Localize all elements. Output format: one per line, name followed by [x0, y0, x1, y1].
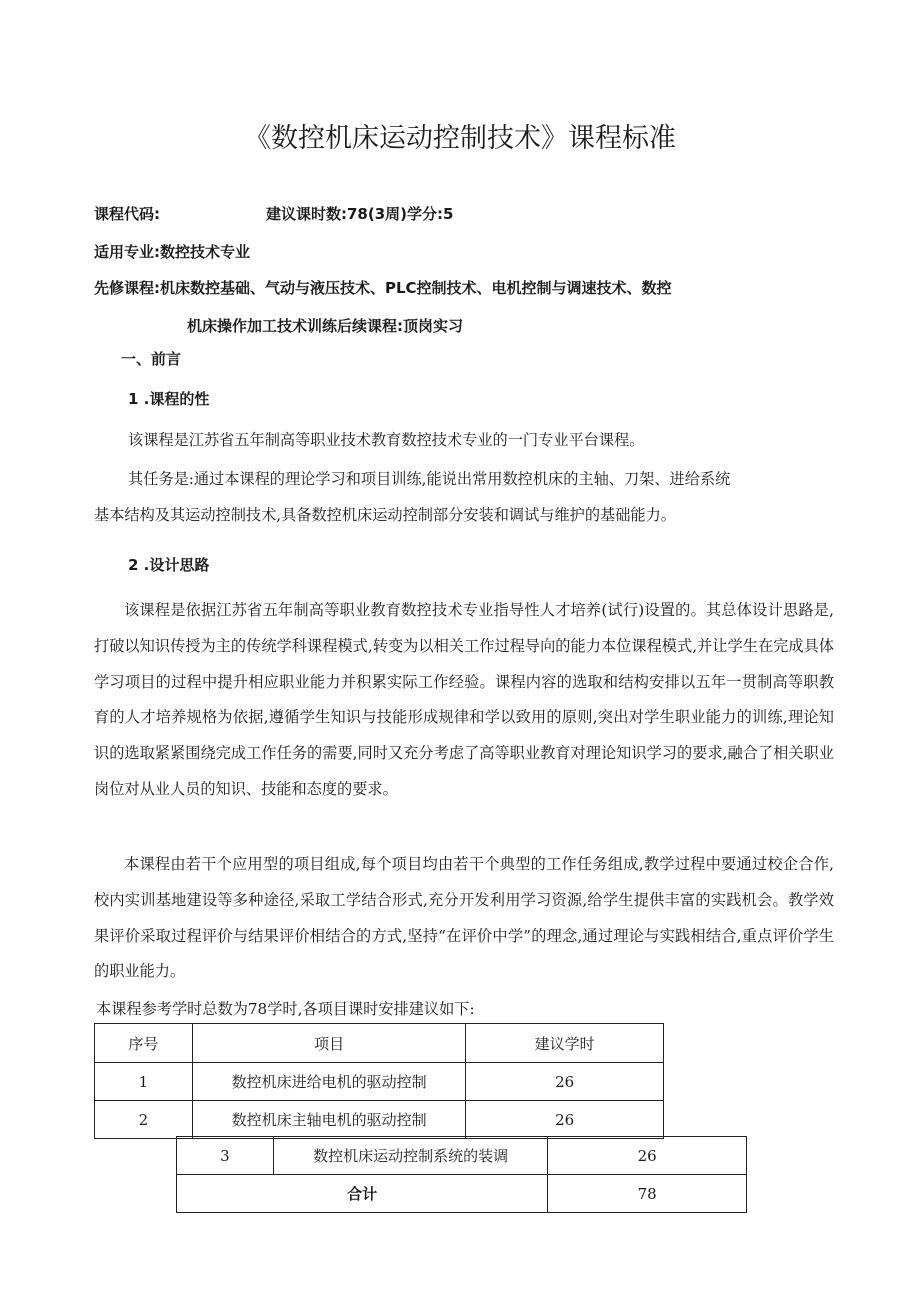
table-cell: 数控机床主轴电机的驱动控制 [192, 1101, 466, 1139]
section-heading-nature: 1 .课程的性 [128, 390, 210, 408]
section-heading-design: 2 .设计思路 [128, 556, 210, 574]
total-label: 合计 [177, 1175, 548, 1213]
section-heading-preface: 一、前言 [121, 350, 182, 368]
header-cell: 序号 [95, 1024, 193, 1063]
hours-table-continued [176, 1136, 747, 1213]
table-row [95, 1101, 664, 1139]
course-prereq-line2: 机床操作加工技术训练后续课程:顶岗实习 [187, 317, 464, 335]
paragraph-task-line2: 基本结构及其运动控制技术,具备数控机床运动控制部分安装和调试与维护的基础能力。 [94, 506, 676, 524]
table-cell: 2 [95, 1101, 193, 1139]
table-cell: 26 [548, 1137, 747, 1175]
course-hours: 建议课时数:78(3周)学分:5 [266, 205, 454, 223]
table-cell: 1 [95, 1063, 193, 1101]
course-major: 适用专业:数控技术专业 [94, 243, 250, 261]
table-cell: 数控机床运动控制系统的装调 [273, 1137, 548, 1175]
table-total-row [177, 1175, 747, 1213]
course-prereq-line1: 先修课程:机床数控基础、气动与液压技术、PLC控制技术、电机控制与调速技术、数控 [94, 279, 672, 297]
header-cell: 建议学时 [466, 1024, 664, 1063]
paragraph-structure: 本课程由若干个应用型的项目组成,每个项目均由若干个典型的工作任务组成,教学过程中要通过校企合作,校内实训基地建设等多种途径,采取工学结合形式,充分开发利用学习资源,给学生提供丰富的实践机会。教学效果评价采取过程评价与结果评价相结合的方式,坚持“在评价中学”的理念,通过理论与实践相结合,重点评价学生的职业能力。 [94, 855, 834, 981]
hours-table [94, 1023, 664, 1139]
table-cell: 3 [177, 1137, 274, 1175]
page-title: 《数控机床运动控制技术》课程标准 [244, 123, 676, 154]
table-header-row [95, 1024, 664, 1063]
paragraph-nature: 该课程是江苏省五年制高等职业技术教育数控技术专业的一门专业平台课程。 [128, 431, 645, 449]
header-cell: 项目 [192, 1024, 466, 1063]
table-cell: 26 [466, 1101, 664, 1139]
paragraph-task-line1: 其任务是:通过本课程的理论学习和项目训练,能说出常用数控机床的主轴、刀架、进给系统 [128, 470, 731, 488]
table-row [177, 1137, 747, 1175]
table-cell: 数控机床进给电机的驱动控制 [192, 1063, 466, 1101]
total-value: 78 [548, 1175, 747, 1213]
paragraph-design: 该课程是依据江苏省五年制高等职业教育数控技术专业指导性人才培养(试行)设置的。其总体设计思路是,打破以知识传授为主的传统学科课程模式,转变为以相关工作过程导向的能力本位课程模式,并让学生在完成具体学习项目的过程中提升相应职业能力并积累实际工作经验。课程内容的选取和结构安排以五年一贯制高等职教育的人才培养规格为依据,遵循学生知识与技能形成规律和学以致用的原则,突出对学生职业能力的训练,理论知识的选取紧紧围绕完成工作任务的需要,同时又充分考虑了高等职业教育对理论知识学习的要求,融合了相关职业岗位对从业人员的知识、技能和态度的要求。 [94, 601, 834, 798]
course-code-label: 课程代码: [94, 205, 160, 223]
table-cell: 26 [466, 1063, 664, 1101]
table-intro: 本课程参考学时总数为78学时,各项目课时安排建议如下: [96, 1000, 475, 1018]
table-row [95, 1063, 664, 1101]
